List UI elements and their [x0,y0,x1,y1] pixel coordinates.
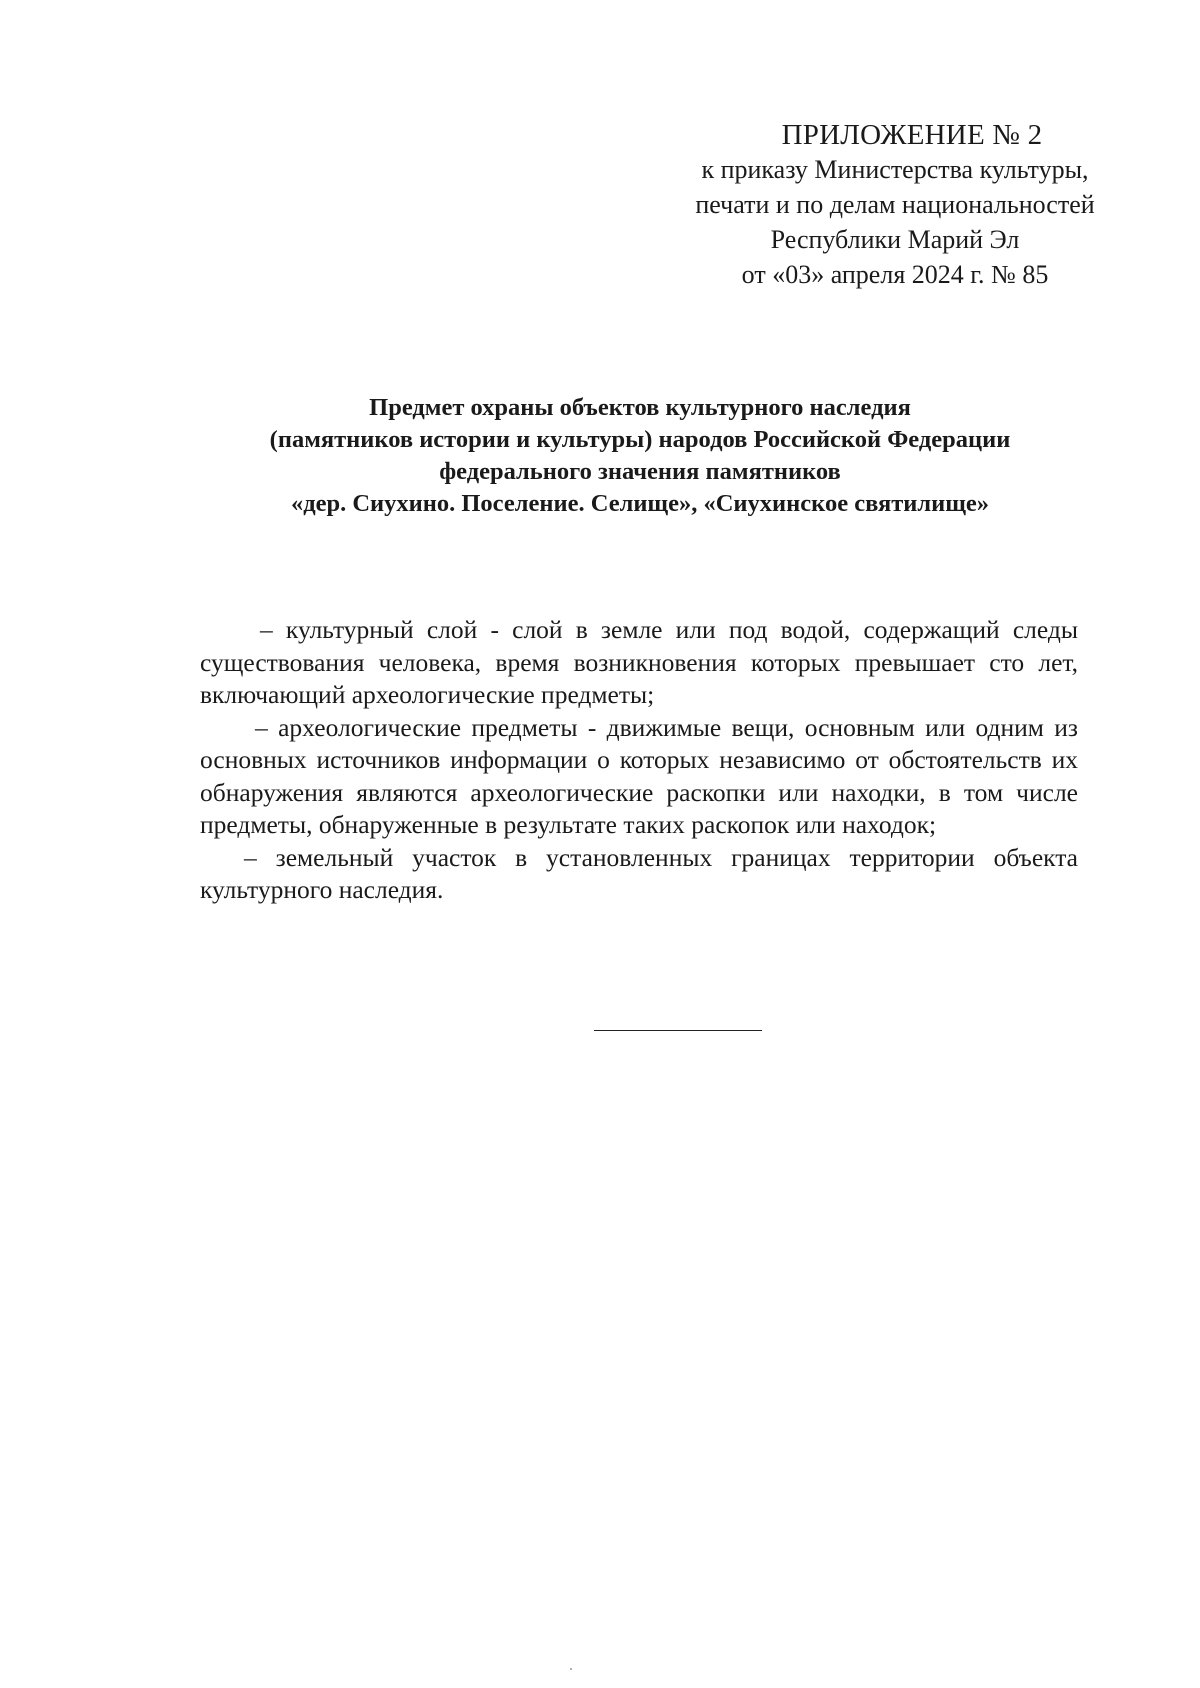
annex-title: ПРИЛОЖЕНИЕ № 2 [781,119,1043,151]
annex-ministry-line: печати и по делам национальностей [695,190,1095,219]
annex-block [660,118,1130,292]
annex-date-number: от «03» апреля 2024 г. № 85 [741,260,1049,289]
scan-speck [570,1668,572,1670]
list-item-land-plot: – земельный участок в установленных границах территории объекта культурного наследия. [200,842,1078,904]
heading-line-1: Предмет охраны объектов культурного наследия [369,394,911,421]
heading-line-2: (памятников истории и культуры) народов Российской Федерации [269,426,1011,453]
document-heading [190,392,1090,520]
list-item-archaeological-objects: – археологические предметы - движимые вещи, основным или одним из основных источников информации о которых независимо от обстоятельств их обнаружения являются археологические раскопки или находки, в том числе предметы, обнаруженные в результате таких раскопок или находок; [200,712,1078,839]
closing-rule [594,1030,762,1031]
heading-line-3: федерального значения памятников [439,458,841,485]
list-item-cultural-layer: – культурный слой - слой в земле или под водой, содержащий следы существования человека, время возникновения которых превышает сто лет, включающий археологические предметы; [200,615,1078,709]
heading-line-4: «дер. Сиухино. Поселение. Селище», «Сиухинское святилище» [290,490,990,517]
protection-items-list [200,614,1078,907]
annex-republic-line: Республики Марий Эл [770,225,1020,254]
annex-order-reference: к приказу Министерства культуры, [701,155,1089,184]
